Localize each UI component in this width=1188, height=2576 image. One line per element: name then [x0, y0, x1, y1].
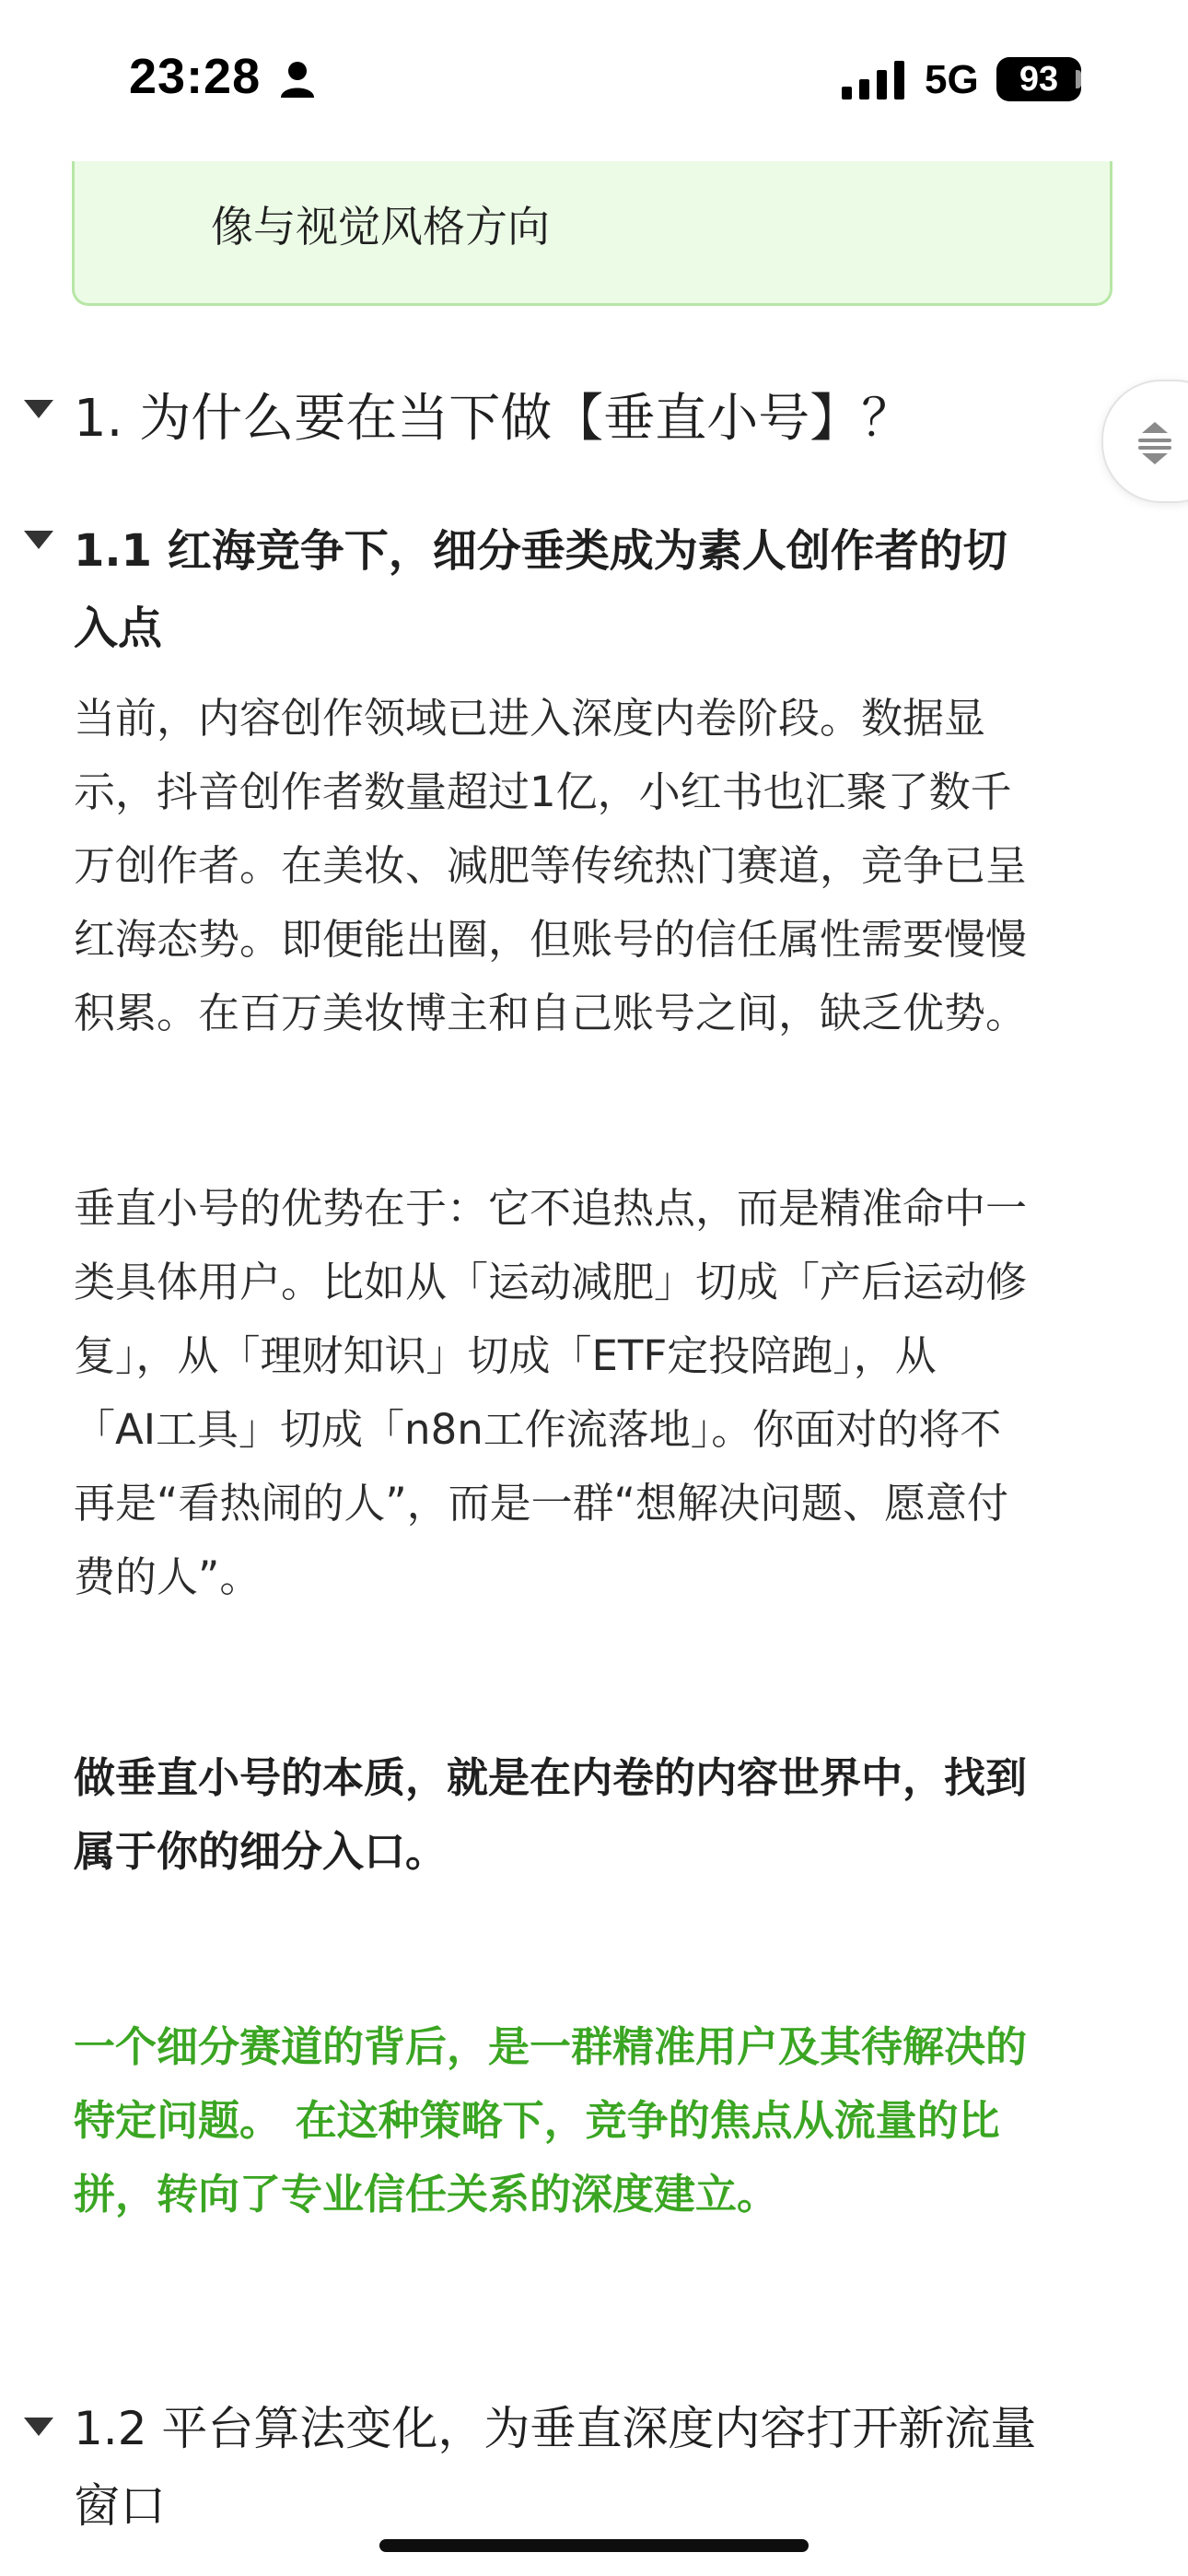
section-heading-1-1	[74, 512, 1114, 667]
paragraph-line: 拼，转向了专业信任关系的深度建立。	[74, 2170, 779, 2219]
paragraph-line: 当前，内容创作领域已进入深度内卷阶段。数据显	[74, 694, 986, 743]
paragraph-line: 积累。在百万美妆博主和自己账号之间，缺乏优势。	[74, 989, 1028, 1037]
battery-level: 93	[1019, 60, 1059, 99]
expand-collapse-icon	[1135, 418, 1175, 466]
paragraph-line: 复」，从「理财知识」切成「ETF定投陪跑」，从	[74, 1331, 937, 1380]
heading-line: 窗口	[74, 2479, 166, 2533]
callout-text: 像与视觉风格方向	[211, 202, 550, 252]
section-heading-1: 1. 为什么要在当下做【垂直小号】？	[74, 389, 914, 449]
bold-paragraph	[74, 1741, 1114, 1889]
collapse-caret-icon[interactable]	[22, 398, 55, 420]
signal-icon	[842, 61, 904, 100]
status-bar	[0, 0, 1188, 161]
paragraph-line: 红海态势。即便能出圈，但账号的信任属性需要慢慢	[74, 915, 1028, 964]
paragraph-line: 做垂直小号的本质，就是在内卷的内容世界中，找到	[74, 1753, 1028, 1802]
battery-icon	[996, 57, 1081, 101]
highlight-paragraph	[74, 2010, 1114, 2231]
paragraph	[74, 682, 1114, 1050]
paragraph-line: 示，抖音创作者数量超过1亿，小红书也汇聚了数千	[74, 767, 1012, 816]
outline-toggle-button[interactable]	[1101, 380, 1188, 503]
callout-box	[72, 138, 1112, 306]
paragraph-line: 属于你的细分入口。	[74, 1827, 448, 1876]
status-time: 23:28	[129, 49, 262, 104]
paragraph	[74, 1172, 1114, 1614]
section-heading-1-2	[74, 2390, 1114, 2545]
paragraph-line: 一个细分赛道的背后，是一群精准用户及其待解决的	[74, 2022, 1028, 2071]
paragraph-line: 类具体用户。比如从「运动减肥」切成「产后运动修	[74, 1258, 1028, 1306]
person-icon	[280, 61, 315, 98]
paragraph-line: 「AI工具」切成「n8n工作流落地」。你面对的将不	[74, 1405, 1002, 1454]
paragraph-line: 再是“看热闹的人”，而是一群“想解决问题、愿意付	[74, 1479, 1008, 1528]
paragraph-line: 特定问题。 在这种策略下，竞争的焦点从流量的比	[74, 2096, 1000, 2145]
paragraph-line: 垂直小号的优势在于：它不追热点，而是精准命中一	[74, 1184, 1028, 1233]
paragraph-line: 万创作者。在美妆、减肥等传统热门赛道，竞争已呈	[74, 841, 1028, 890]
home-indicator[interactable]	[379, 2539, 809, 2552]
heading-line: 入点	[74, 603, 163, 654]
battery-cap	[1076, 70, 1081, 88]
collapse-caret-icon[interactable]	[22, 2416, 55, 2438]
heading-line: 1.2 平台算法变化，为垂直深度内容打开新流量	[74, 2402, 1037, 2455]
collapse-caret-icon[interactable]	[22, 529, 55, 551]
network-label: 5G	[925, 57, 979, 102]
heading-line: 1.1 红海竞争下，细分垂类成为素人创作者的切	[74, 525, 1007, 577]
paragraph-line: 费的人”。	[74, 1552, 262, 1601]
